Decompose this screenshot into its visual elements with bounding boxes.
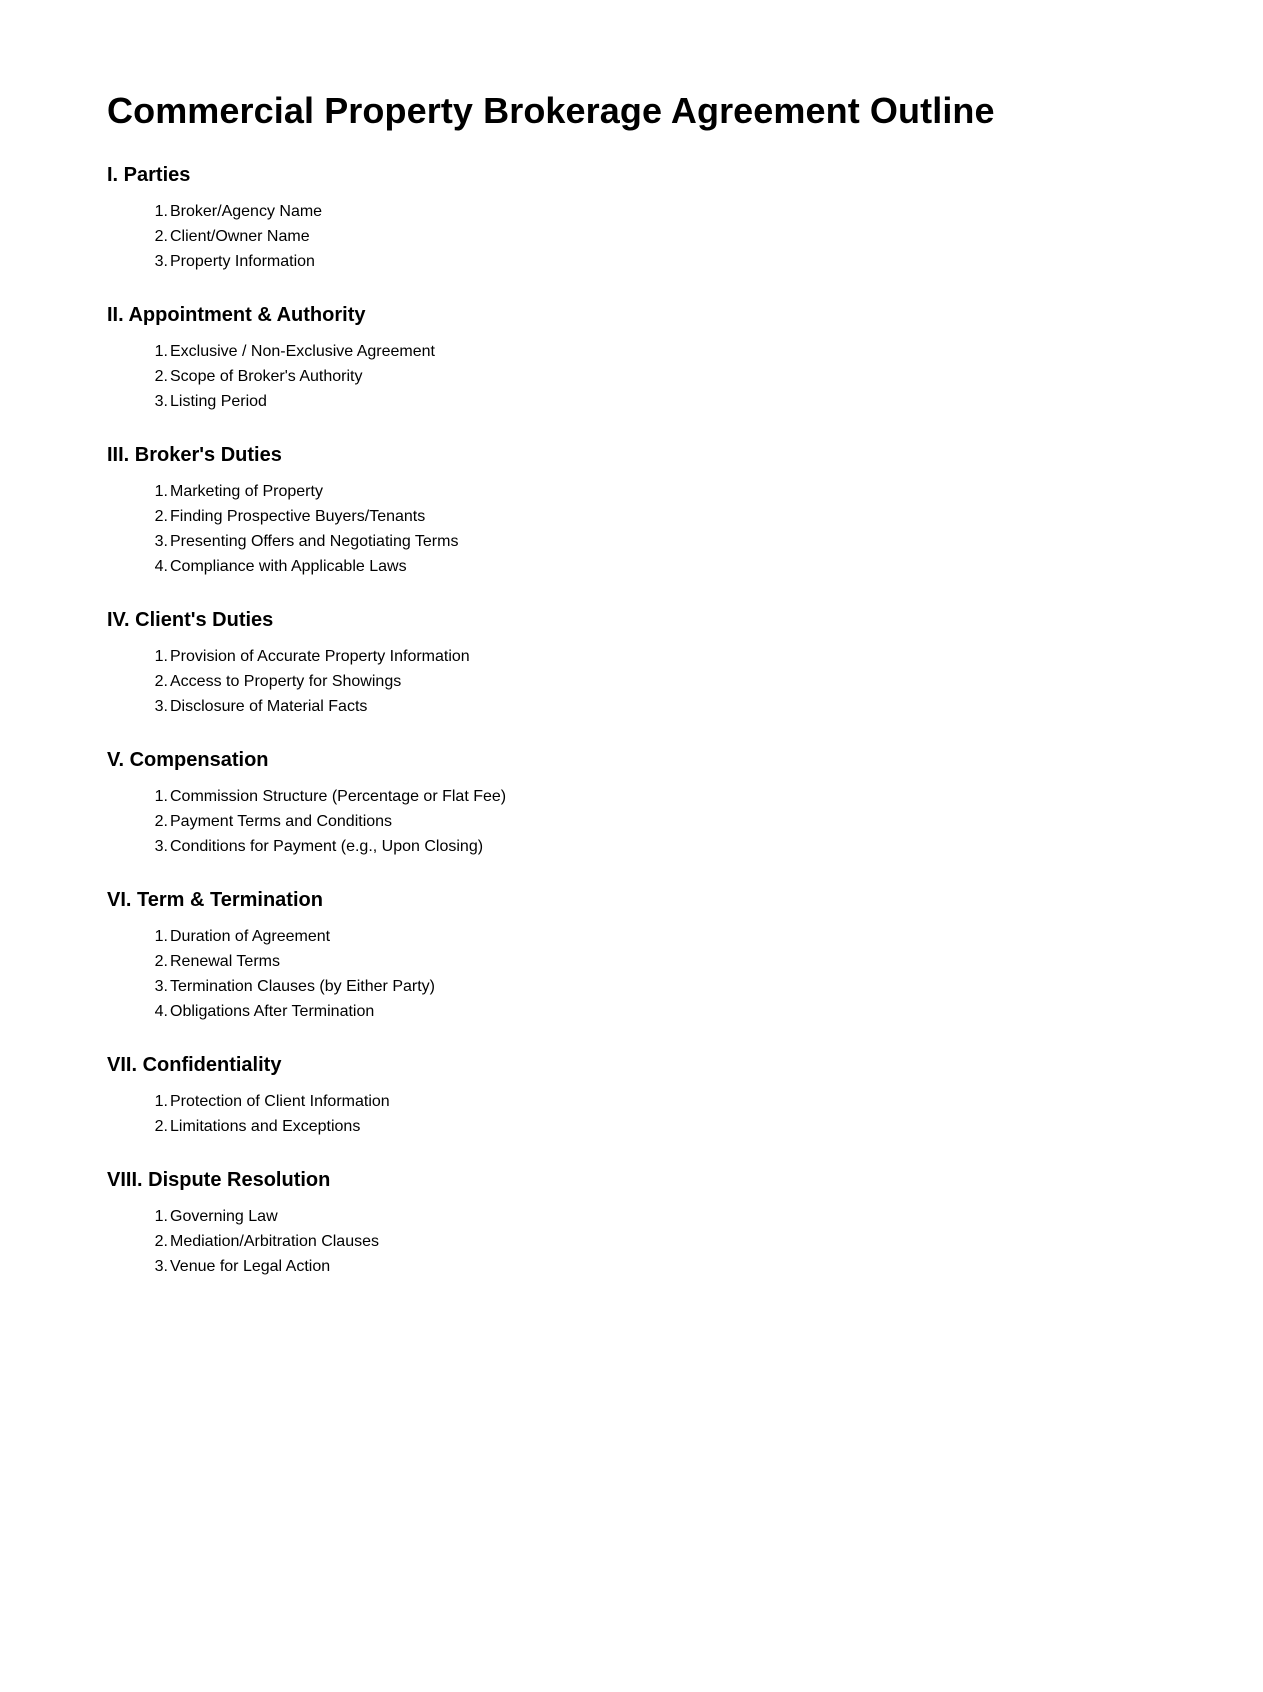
section-list <box>107 1089 1263 1139</box>
section-list <box>107 339 1263 414</box>
list-item <box>154 529 1263 554</box>
list-item-text: Scope of Broker's Authority <box>170 368 363 385</box>
list-number: 2. <box>154 813 168 830</box>
section-list <box>107 924 1263 1024</box>
list-item-text: Obligations After Termination <box>170 1003 375 1020</box>
list-number: 3. <box>154 838 168 855</box>
section-list <box>107 199 1263 274</box>
section-heading: I. Parties <box>107 164 191 186</box>
list-item-text: Renewal Terms <box>170 953 280 970</box>
list-item-text: Protection of Client Information <box>170 1093 390 1110</box>
list-item-text: Venue for Legal Action <box>170 1258 331 1275</box>
list-item <box>154 1114 1263 1139</box>
list-item <box>154 924 1263 949</box>
list-number: 1. <box>154 1093 168 1110</box>
section-list <box>107 1204 1263 1279</box>
section-appointment-authority <box>107 303 1263 414</box>
section-heading: VII. Confidentiality <box>107 1054 282 1076</box>
section-heading: V. Compensation <box>107 749 269 771</box>
list-item <box>154 809 1263 834</box>
section-list <box>107 784 1263 859</box>
section-heading: IV. Client's Duties <box>107 609 274 631</box>
list-item <box>154 1229 1263 1254</box>
list-item-text: Compliance with Applicable Laws <box>170 558 407 575</box>
list-item <box>154 224 1263 249</box>
list-item-text: Duration of Agreement <box>170 928 331 945</box>
list-number: 3. <box>154 698 168 715</box>
list-number: 2. <box>154 673 168 690</box>
section-compensation <box>107 748 1263 859</box>
list-item <box>154 339 1263 364</box>
list-number: 1. <box>154 1208 168 1225</box>
list-item <box>154 389 1263 414</box>
list-item <box>154 694 1263 719</box>
list-item-text: Mediation/Arbitration Clauses <box>170 1233 379 1250</box>
section-dispute-resolution <box>107 1168 1263 1279</box>
section-heading: VI. Term & Termination <box>107 889 323 911</box>
list-item <box>154 834 1263 859</box>
list-item-text: Property Information <box>170 253 315 270</box>
page-title: Commercial Property Brokerage Agreement Outline <box>107 90 995 131</box>
list-number: 3. <box>154 533 168 550</box>
list-item <box>154 1089 1263 1114</box>
list-item <box>154 999 1263 1024</box>
list-item-text: Access to Property for Showings <box>170 673 402 690</box>
list-number: 1. <box>154 343 168 360</box>
list-item-text: Payment Terms and Conditions <box>170 813 393 830</box>
section-brokers-duties <box>107 443 1263 579</box>
section-term-termination <box>107 888 1263 1024</box>
list-item-text: Termination Clauses (by Either Party) <box>170 978 435 995</box>
list-item <box>154 199 1263 224</box>
list-number: 2. <box>154 1233 168 1250</box>
list-item-text: Marketing of Property <box>170 483 323 500</box>
section-list <box>107 644 1263 719</box>
list-item <box>154 1254 1263 1279</box>
list-item <box>154 784 1263 809</box>
list-number: 4. <box>154 558 168 575</box>
list-item-text: Commission Structure (Percentage or Flat Fee) <box>170 788 507 805</box>
list-number: 3. <box>154 978 168 995</box>
section-list <box>107 479 1263 579</box>
section-parties <box>107 163 1263 274</box>
list-item-text: Exclusive / Non-Exclusive Agreement <box>170 343 435 360</box>
list-item-text: Presenting Offers and Negotiating Terms <box>170 533 459 550</box>
list-item <box>154 974 1263 999</box>
list-number: 1. <box>154 648 168 665</box>
list-item <box>154 1204 1263 1229</box>
list-number: 1. <box>154 928 168 945</box>
list-number: 2. <box>154 508 168 525</box>
list-item-text: Finding Prospective Buyers/Tenants <box>170 508 426 525</box>
list-item-text: Broker/Agency Name <box>170 203 323 220</box>
list-item <box>154 479 1263 504</box>
list-number: 3. <box>154 393 168 410</box>
list-number: 2. <box>154 368 168 385</box>
list-item <box>154 554 1263 579</box>
list-item <box>154 669 1263 694</box>
section-heading: III. Broker's Duties <box>107 444 282 466</box>
section-heading: VIII. Dispute Resolution <box>107 1169 331 1191</box>
list-item <box>154 249 1263 274</box>
list-item-text: Limitations and Exceptions <box>170 1118 361 1135</box>
section-clients-duties <box>107 608 1263 719</box>
list-item <box>154 644 1263 669</box>
list-item-text: Disclosure of Material Facts <box>170 698 368 715</box>
list-item-text: Listing Period <box>170 393 267 410</box>
section-confidentiality <box>107 1053 1263 1139</box>
list-item-text: Governing Law <box>170 1208 278 1225</box>
list-number: 1. <box>154 483 168 500</box>
list-item-text: Provision of Accurate Property Information <box>170 648 470 665</box>
list-item-text: Conditions for Payment (e.g., Upon Closing) <box>170 838 484 855</box>
list-number: 4. <box>154 1003 168 1020</box>
list-item <box>154 504 1263 529</box>
list-number: 3. <box>154 253 168 270</box>
list-item <box>154 364 1263 389</box>
list-number: 1. <box>154 203 168 220</box>
list-number: 2. <box>154 953 168 970</box>
list-number: 2. <box>154 228 168 245</box>
list-item <box>154 949 1263 974</box>
list-item-text: Client/Owner Name <box>170 228 310 245</box>
list-number: 1. <box>154 788 168 805</box>
section-heading: II. Appointment & Authority <box>107 304 366 326</box>
list-number: 3. <box>154 1258 168 1275</box>
list-number: 2. <box>154 1118 168 1135</box>
